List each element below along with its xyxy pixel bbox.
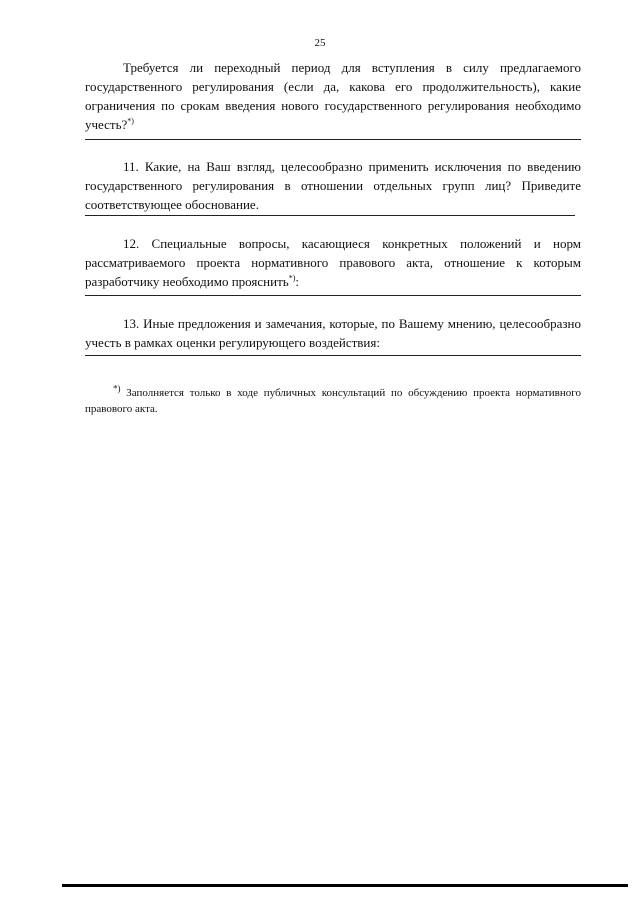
question-text: Требуется ли переходный период для вступления в силу предлагаемого государственного регулирования (если да, какова его продолжительность), какие ограничения по срокам введения нового государственного регулирования необходимо учесть? xyxy=(85,60,581,132)
question-suffix: : xyxy=(295,274,299,289)
answer-line-13[interactable] xyxy=(85,355,581,356)
footnote-text: Заполняется только в ходе публичных консультаций по обсуждению проекта нормативного правового акта. xyxy=(85,387,582,415)
question-transition-period xyxy=(85,58,581,134)
answer-line-11[interactable] xyxy=(85,215,575,216)
bottom-divider xyxy=(62,884,628,887)
footnote-mark: *) xyxy=(288,273,296,283)
question-text: 12. Специальные вопросы, касающиеся конкретных положений и норм рассматриваемого проекта нормативного правового акта, отношение к которым разработчику необходимо прояснить xyxy=(85,236,581,289)
footnote-mark: *) xyxy=(127,116,134,126)
question-11 xyxy=(85,157,581,214)
footnote-mark: *) xyxy=(113,383,121,394)
answer-line-12[interactable] xyxy=(85,295,581,296)
question-13 xyxy=(85,314,581,352)
footnote xyxy=(85,385,581,417)
answer-line-transition-period[interactable] xyxy=(85,139,581,140)
question-12 xyxy=(85,234,581,291)
page-number: 25 xyxy=(314,37,326,49)
question-text: 11. Какие, на Ваш взгляд, целесообразно применить исключения по введению государственного регулирования в отношении отдельных групп лиц? Приведите соответствующее обоснование. xyxy=(85,159,581,212)
question-text: 13. Иные предложения и замечания, которые, по Вашему мнению, целесообразно учесть в рамках оценки регулирующего воздействия: xyxy=(85,316,581,350)
